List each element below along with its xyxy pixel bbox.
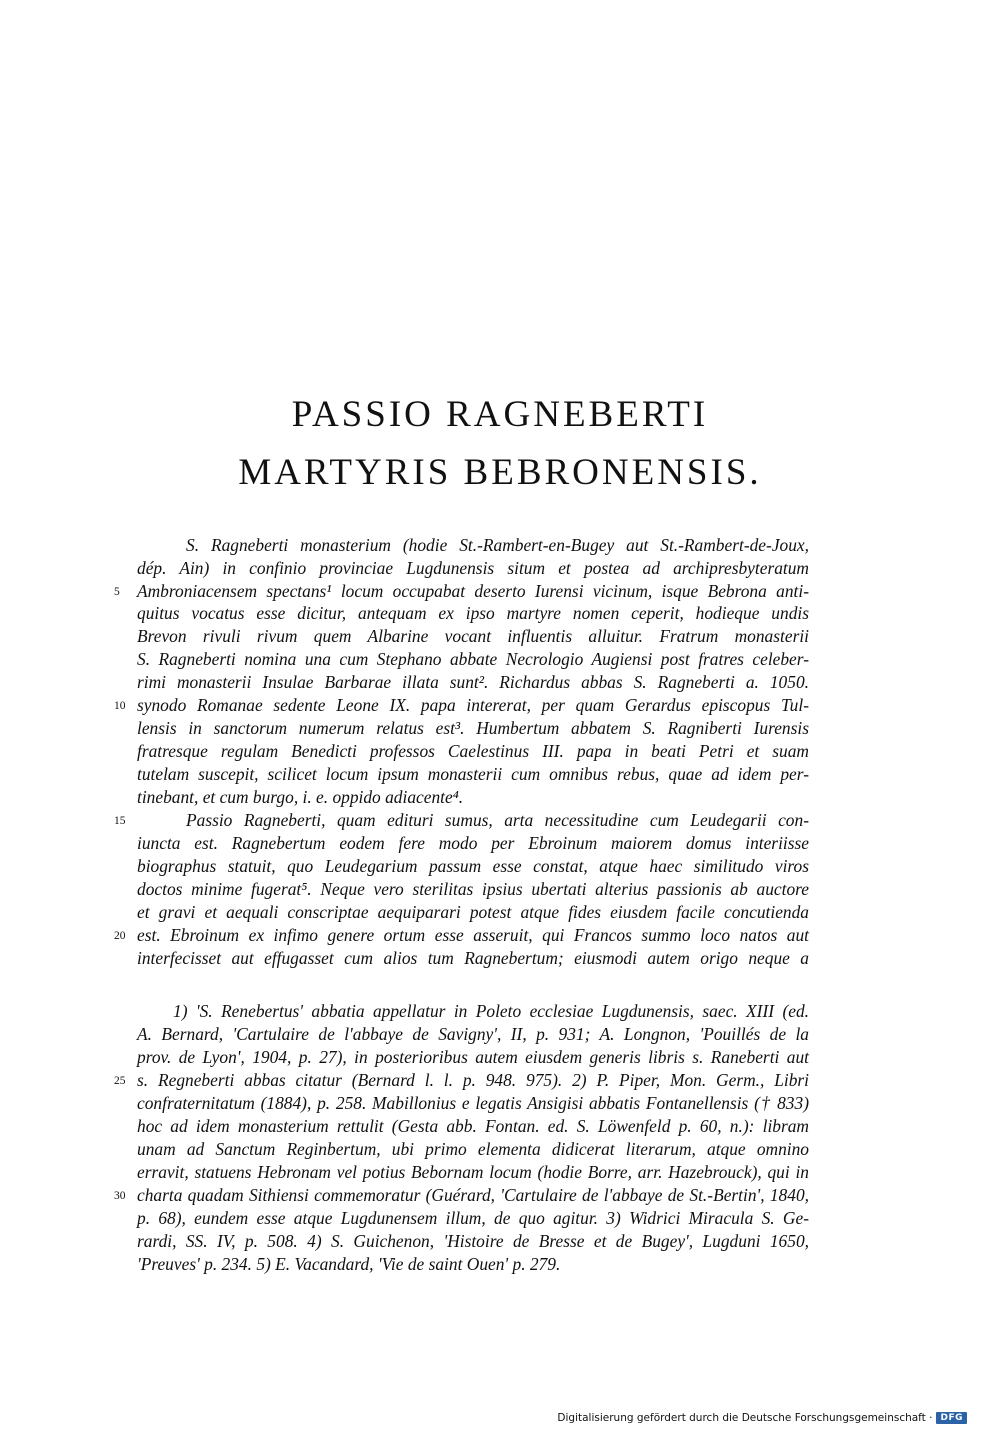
footnote-line: confraternitatum (1884), p. 258. Mabillonius e legatis Ansigisi abbatis Fontanellensis († 833) <box>137 1093 809 1113</box>
intro-line: synodo Romanae sedente Leone IX. papa intererat, per quam Gerardus episcopus Tul- <box>137 695 809 715</box>
intro-line: S. Ragneberti nomina una cum Stephano abbate Necrologio Augiensi post fratres celeber- <box>137 649 809 669</box>
intro-line: Brevon rivuli rivum quem Albarine vocant influentis alluitur. Fratrum monasterii <box>137 626 809 646</box>
body-line: doctos minime fugerat⁵. Neque vero sterilitas ipsius ubertati alterius passionis ab auctore <box>137 879 809 899</box>
digitization-credit-text: Digitalisierung gefördert durch die Deutsche Forschungsgemeinschaft · <box>557 1412 933 1424</box>
footnote-line: erravit, statuens Hebronam vel potius Bebornam locum (hodie Borre, arr. Hazebrouck), qui in <box>137 1162 809 1182</box>
line-number: 10 <box>114 700 126 712</box>
body-line: est. Ebroinum ex infimo genere ortum esse asseruit, qui Francos summo loco natos aut <box>137 925 809 945</box>
intro-line: rimi monasterii Insulae Barbarae illata sunt². Richardus abbas S. Ragneberti a. 1050. <box>137 672 809 692</box>
footnote-line: rardi, SS. IV, p. 508. 4) S. Guichenon, 'Histoire de Bresse et de Bugey', Lugduni 1650, <box>137 1231 809 1251</box>
footnote-line: unam ad Sanctum Reginbertum, ubi primo elementa didicerat literarum, atque omnino <box>137 1139 809 1159</box>
title-line-1: PASSIO RAGNEBERTI <box>291 394 709 435</box>
dfg-logo-icon: DFG <box>936 1412 967 1424</box>
digitization-credit <box>557 1412 967 1424</box>
line-number: 30 <box>114 1190 126 1202</box>
body-line: Passio Ragneberti, quam edituri sumus, arta necessitudine cum Leudegarii con- <box>186 810 809 830</box>
footnote-line: s. Regneberti abbas citatur (Bernard l. l. p. 948. 975). 2) P. Piper, Mon. Germ., Libri <box>137 1070 809 1090</box>
body-line: interfecisset aut effugasset cum alios tum Ragnebertum; eiusmodi autem origo neque a <box>137 948 809 968</box>
body-line: biographus statuit, quo Leudegarium passum esse constat, atque haec similitudo viros <box>137 856 809 876</box>
footnote-line: charta quadam Sithiensi commemoratur (Guérard, 'Cartulaire de l'abbaye de St.-Bertin', 1840, <box>137 1185 809 1205</box>
intro-line: fratresque regulam Benedicti professos Caelestinus III. papa in beati Petri et suam <box>137 741 809 761</box>
intro-line: Ambroniacensem spectans¹ locum occupabat deserto Iurensi vicinum, isque Bebrona anti- <box>137 581 809 601</box>
title-line-2: MARTYRIS BEBRONENSIS. <box>238 452 762 493</box>
intro-line: quitus vocatus esse dicitur, antequam ex ipso martyre nomen ceperit, hodieque undis <box>137 603 809 623</box>
body-line: et gravi et aequali conscriptae aequiparari potest atque fides eiusdem facile concutienda <box>137 902 809 922</box>
footnote-line: p. 68), eundem esse atque Lugdunensem illum, de quo agitur. 3) Widrici Miracula S. Ge- <box>137 1208 809 1228</box>
footnote-line: 'Preuves' p. 234. 5) E. Vacandard, 'Vie de saint Ouen' p. 279. <box>137 1254 561 1274</box>
intro-line: tinebant, et cum burgo, i. e. oppido adiacente⁴. <box>137 787 464 807</box>
footnote-line: 1) 'S. Renebertus' abbatia appellatur in Poleto ecclesiae Lugdunensis, saec. XIII (ed. <box>173 1001 809 1021</box>
intro-line: lensis in sanctorum numerum relatus est³. Humbertum abbatem S. Ragniberti Iurensis <box>137 718 809 738</box>
intro-line: tutelam suscepit, scilicet locum ipsum monasterii cum omnibus rebus, quae ad idem per- <box>137 764 809 784</box>
footnote-line: hoc ad idem monasterium rettulit (Gesta abb. Fontan. ed. S. Löwenfeld p. 60, n.): libram <box>137 1116 809 1136</box>
line-number: 20 <box>114 930 126 942</box>
intro-line: S. Ragneberti monasterium (hodie St.-Rambert-en-Bugey aut St.-Rambert-de-Joux, <box>186 535 809 555</box>
line-number: 15 <box>114 815 126 827</box>
line-number: 25 <box>114 1075 126 1087</box>
footnote-line: A. Bernard, 'Cartulaire de l'abbaye de Savigny', II, p. 931; A. Longnon, 'Pouillés de la <box>137 1024 809 1044</box>
line-number: 5 <box>114 586 120 598</box>
footnote-line: prov. de Lyon', 1904, p. 27), in posterioribus autem eiusdem generis libris s. Raneberti aut <box>137 1047 809 1067</box>
body-line: iuncta est. Ragnebertum eodem fere modo per Ebroinum maiorem domus interiisse <box>137 833 809 853</box>
intro-line: dép. Ain) in confinio provinciae Lugdunensis situm et postea ad archipresbyteratum <box>137 558 809 578</box>
